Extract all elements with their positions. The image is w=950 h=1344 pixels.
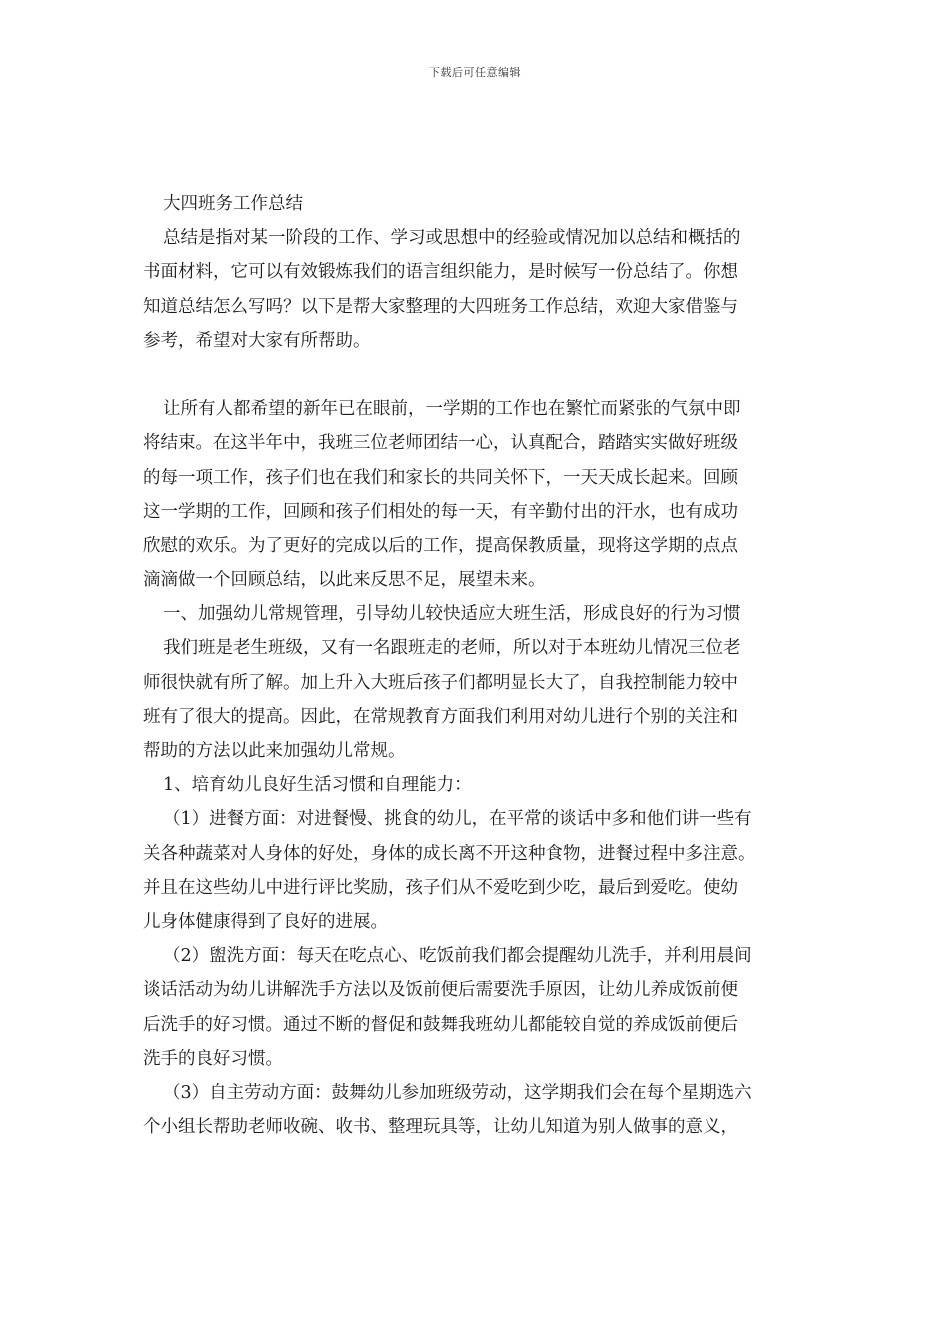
document-body [143,187,813,1144]
text-line: 让所有人都希望的新年已在眼前，一学期的工作也在繁忙而紧张的气氛中即 [163,399,741,420]
text-line: 后洗手的好习惯。通过不断的督促和鼓舞我班幼儿都能较自觉的养成饭前便后 [143,1014,738,1035]
text-line: 知道总结怎么写吗？以下是帮大家整理的大四班务工作总结，欢迎大家借鉴与 [143,296,738,317]
text-line: 这一学期的工作，回顾和孩子们相处的每一天，有辛勤付出的汗水，也有成功 [143,501,738,522]
document-title: 大四班务工作总结 [163,194,303,214]
text-line: 班有了很大的提高。因此，在常规教育方面我们利用对幼儿进行个别的关注和 [143,706,738,727]
text-line: 并且在这些幼儿中进行评比奖励，孩子们从不爱吃到少吃，最后到爱吃。使幼 [143,877,738,898]
text-line: 我们班是老生班级，又有一名跟班走的老师，所以对于本班幼儿情况三位老 [163,638,741,659]
text-line: 欣慰的欢乐。为了更好的完成以后的工作，提高保教质量，现将这学期的点点 [143,535,738,556]
text-line: 个小组长帮助老师收碗、收书、整理玩具等，让幼儿知道为别人做事的意义， [143,1117,738,1138]
text-line: 关各种蔬菜对人身体的好处，身体的成长离不开这种食物，进餐过程中多注意。 [143,843,756,864]
text-line: （1）进餐方面：对进餐慢、挑食的幼儿，在平常的谈话中多和他们讲一些有 [163,809,752,830]
header-note: 下载后可任意编辑 [429,66,521,79]
section-heading: 一、加强幼儿常规管理，引导幼儿较快适应大班生活，形成良好的行为习惯 [163,604,741,625]
text-line: 书面材料，它可以有效锻炼我们的语言组织能力，是时候写一份总结了。你想 [143,262,738,283]
text-line: 的每一项工作，孩子们也在我们和家长的共同关怀下，一天天成长起来。回顾 [143,467,738,488]
text-line: 洗手的良好习惯。 [143,1048,283,1069]
subsection-heading: 1、培育幼儿良好生活习惯和自理能力： [163,775,472,796]
text-line: 总结是指对某一阶段的工作、学习或思想中的经验或情况加以总结和概括的 [163,228,741,249]
text-line: 儿身体健康得到了良好的进展。 [143,911,388,932]
blank-line [143,358,813,392]
text-line: （2）盥洗方面：每天在吃点心、吃饭前我们都会提醒幼儿洗手，并利用晨间 [163,946,752,967]
text-line: 参考，希望对大家有所帮助。 [143,330,371,351]
text-line: 滴滴做一个回顾总结，以此来反思不足，展望未来。 [143,570,546,591]
text-line: 将结束。在这半年中，我班三位老师团结一心，认真配合，踏踏实实做好班级 [143,433,738,454]
text-line: （3）自主劳动方面：鼓舞幼儿参加班级劳动，这学期我们会在每个星期选六 [163,1082,752,1103]
text-line: 谈话活动为幼儿讲解洗手方法以及饭前便后需要洗手原因，让幼儿养成饭前便 [143,980,738,1001]
text-line: 师很快就有所了解。加上升入大班后孩子们都明显长大了，自我控制能力较中 [143,672,738,693]
text-line: 帮助的方法以此来加强幼儿常规。 [143,741,406,761]
